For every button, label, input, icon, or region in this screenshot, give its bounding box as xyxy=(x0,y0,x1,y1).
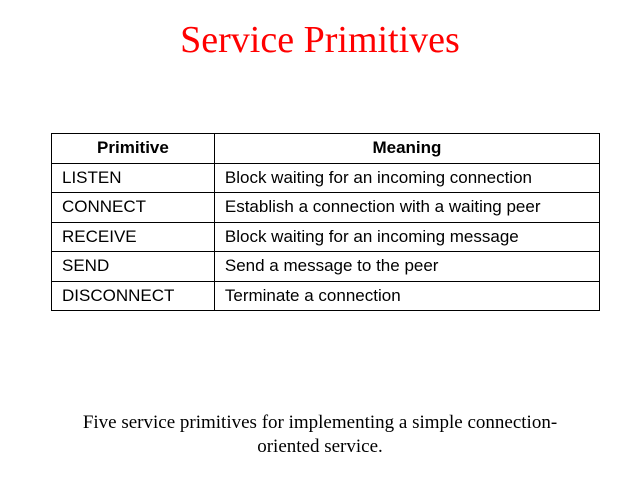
meaning-cell: Establish a connection with a waiting peer xyxy=(214,193,599,223)
column-header-meaning: Meaning xyxy=(214,134,599,164)
table-row xyxy=(52,193,600,223)
column-header-primitive: Primitive xyxy=(52,134,215,164)
caption-line-2: oriented service. xyxy=(257,436,383,457)
meaning-cell: Terminate a connection xyxy=(214,281,599,311)
primitives-table xyxy=(51,133,600,311)
primitive-cell: LISTEN xyxy=(52,163,215,193)
meaning-cell: Block waiting for an incoming connection xyxy=(214,163,599,193)
primitive-cell: CONNECT xyxy=(52,193,215,223)
slide-title: Service Primitives xyxy=(180,19,460,61)
figure-caption xyxy=(0,411,640,459)
table-header-row xyxy=(52,134,600,164)
table-row xyxy=(52,163,600,193)
caption-line-1: Five service primitives for implementing a simple connection- xyxy=(82,412,558,433)
primitive-cell: DISCONNECT xyxy=(52,281,215,311)
meaning-cell: Block waiting for an incoming message xyxy=(214,222,599,252)
table-row xyxy=(52,252,600,282)
primitive-cell: RECEIVE xyxy=(52,222,215,252)
table-row xyxy=(52,281,600,311)
primitive-cell: SEND xyxy=(52,252,215,282)
meaning-cell: Send a message to the peer xyxy=(214,252,599,282)
table-row xyxy=(52,222,600,252)
